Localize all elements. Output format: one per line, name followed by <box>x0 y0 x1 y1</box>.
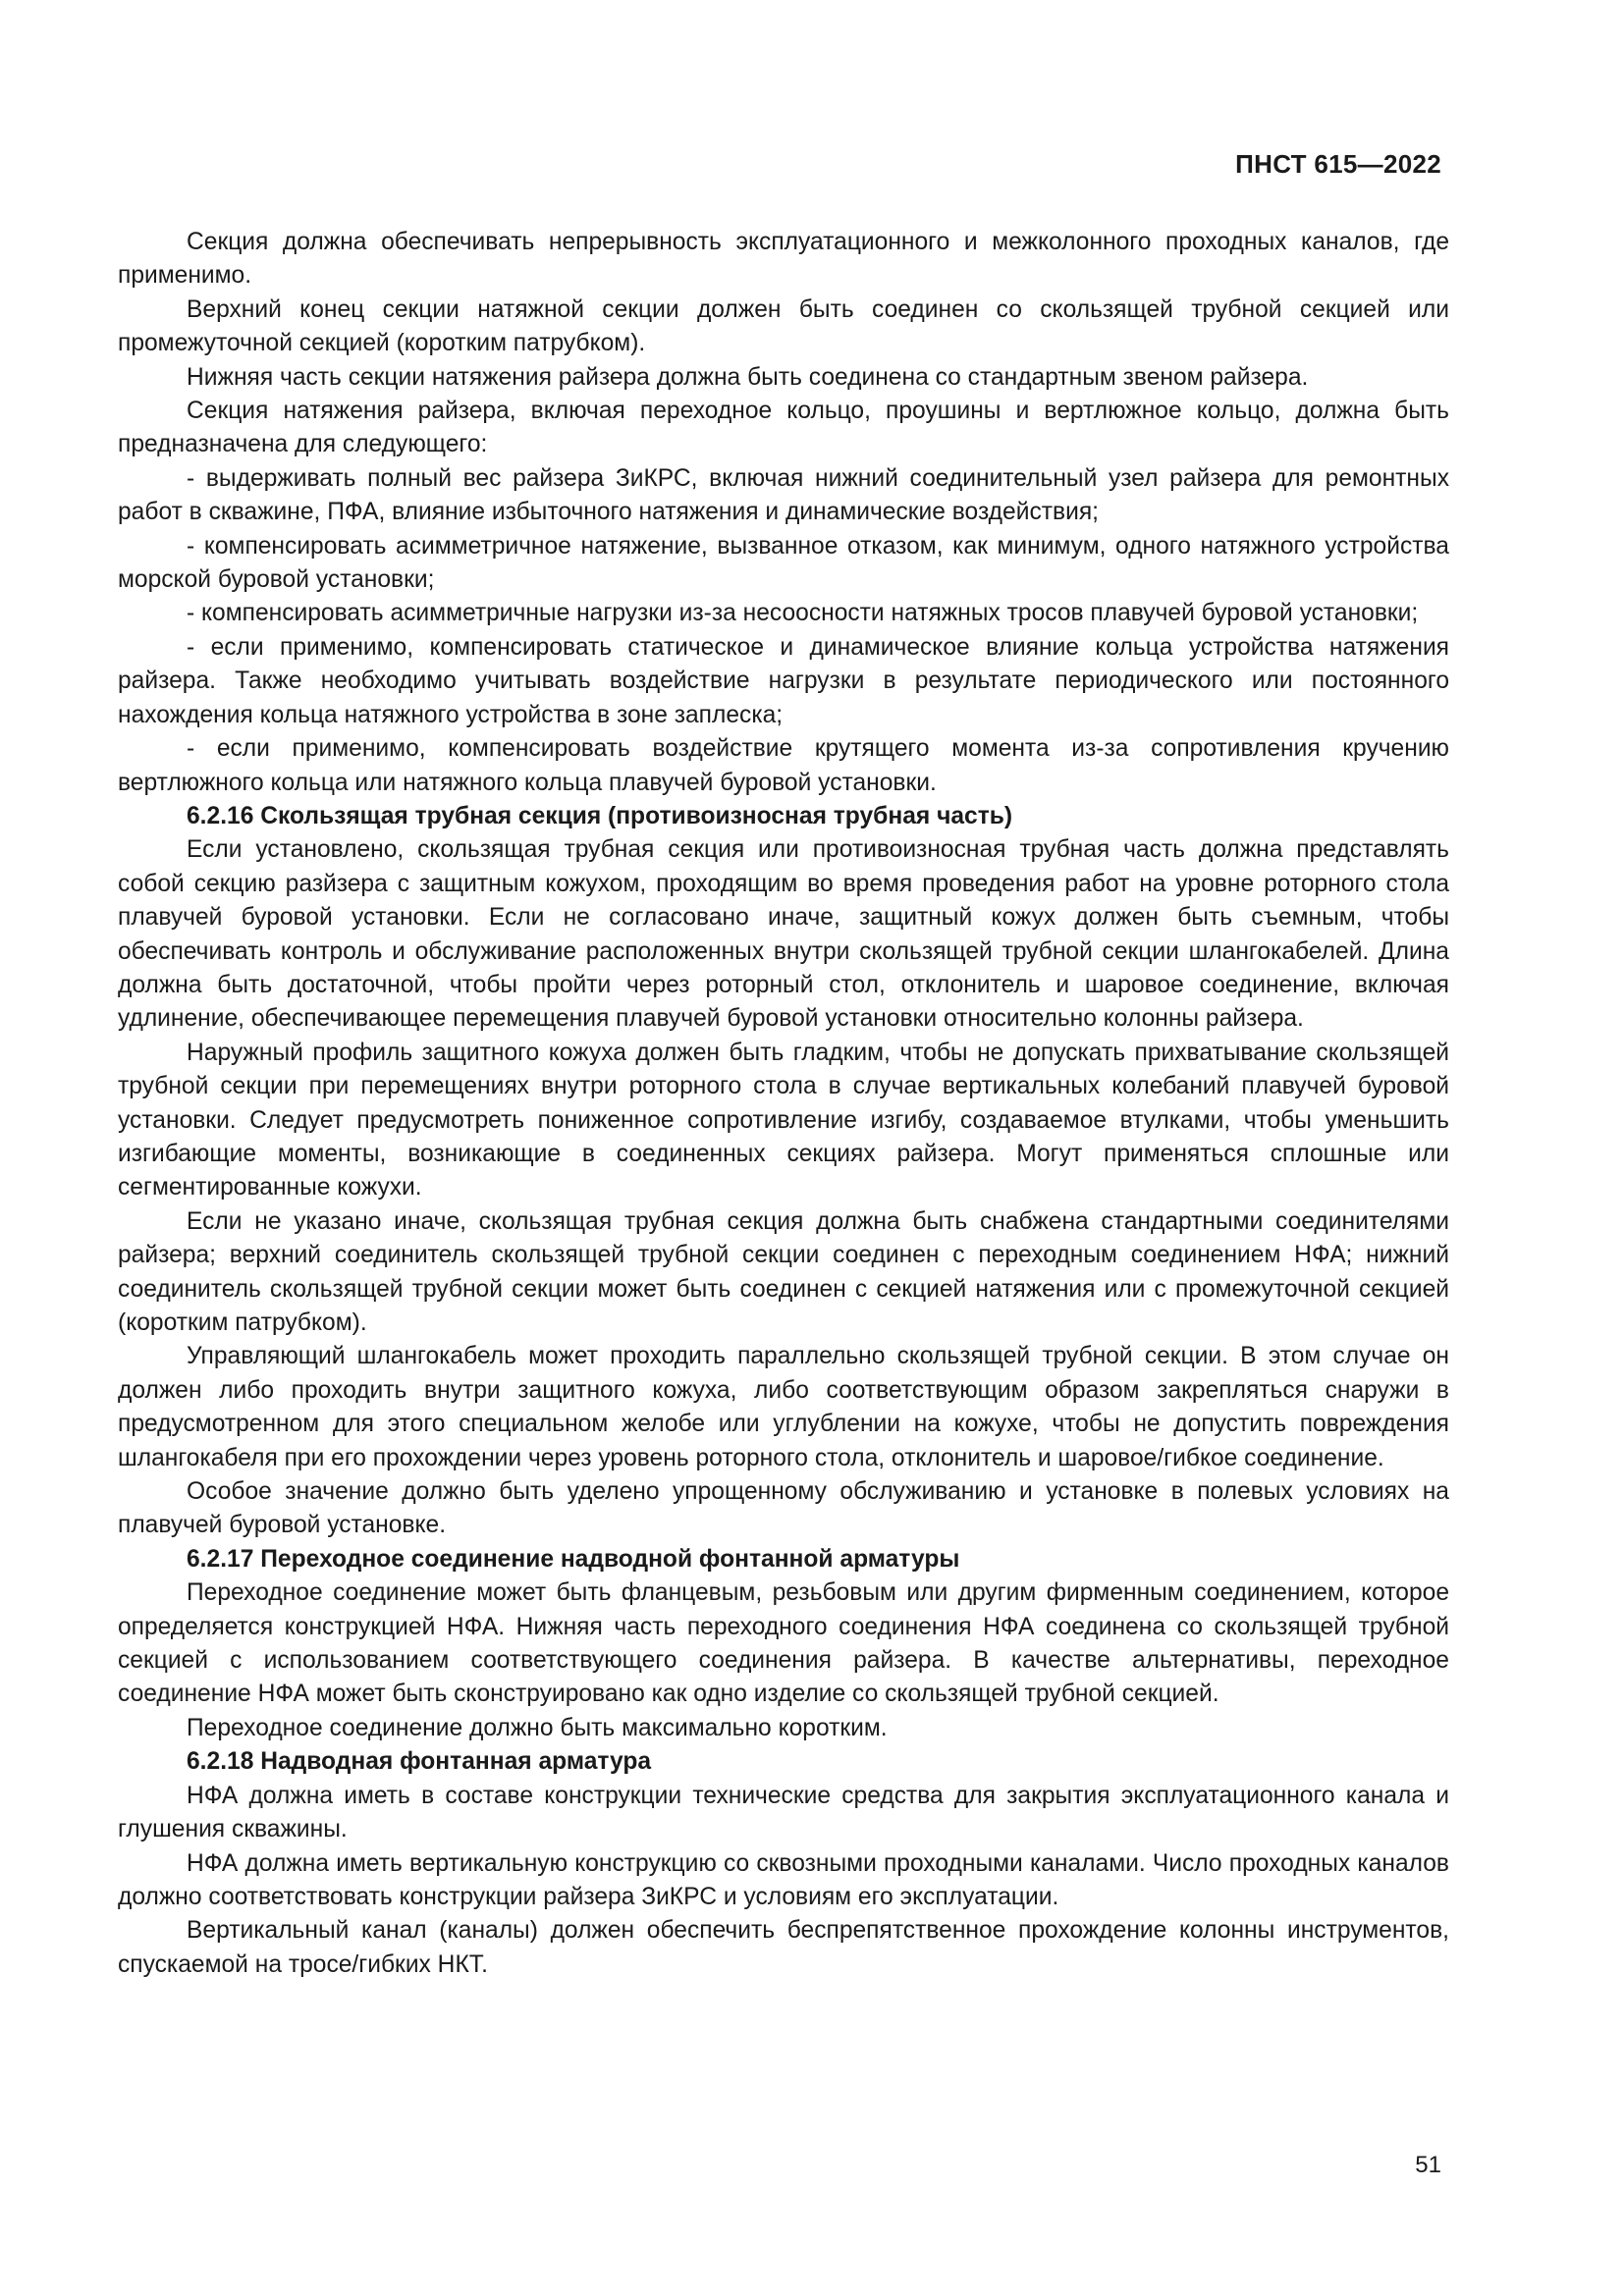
section-heading-6-2-18: 6.2.18 Надводная фонтанная арматура <box>187 1748 652 1776</box>
paragraph: Управляющий шлангокабель может проходить параллельно скользящей трубной секции. В этом случае он должен либо проходить внутри защитного кожуха, либо соответствующим образом закрепляться снаружи в предусмотренном для этого специальном желобе или углублении на кожухе, чтобы не допустить повреждения шлангокабеля при его прохождении через уровень роторного стола, отклонитель и шаровое/гибкое соединение. <box>118 1343 1449 1471</box>
paragraph: Наружный профиль защитного кожуха должен быть гладким, чтобы не допускать прихватывание скользящей трубной секции при перемещениях внутри роторного стола в случае вертикальных колебаний плавучей буровой установки. Следует предусмотреть пониженное сопротивление изгибу, создаваемое втулками, чтобы уменьшить изгибающие моменты, возникающие в соединенных секциях райзера. Могут применяться сплошные или сегментированные кожухи. <box>118 1039 1449 1201</box>
paragraph: Секция натяжения райзера, включая переходное кольцо, проушины и вертлюжное кольцо, должна быть предназначена для следующего: <box>118 398 1449 458</box>
paragraph: Переходное соединение должно быть максимально коротким. <box>187 1714 888 1741</box>
document-code: ПНСТ 615—2022 <box>1235 149 1441 179</box>
paragraph: Особое значение должно быть уделено упрощенному обслуживанию и установке в полевых условиях на плавучей буровой установке. <box>118 1478 1449 1539</box>
page-number: 51 <box>1415 2152 1441 2178</box>
section-heading-6-2-17: 6.2.17 Переходное соединение надводной фонтанной арматуры <box>187 1545 960 1573</box>
section-heading-6-2-16: 6.2.16 Скользящая трубная секция (противоизносная трубная часть) <box>187 802 1013 829</box>
paragraph: Если установлено, скользящая трубная секция или противоизносная трубная часть должна представлять собой секцию разйзера с защитным кожухом, проходящим во время проведения работ на уровне роторного стола плавучей буровой установки. Если не согласовано иначе, защитный кожух должен быть съемным, чтобы обеспечивать контроль и обслуживание расположенных внутри скользящей трубной секции шлангокабелей. Длина должна быть достаточной, чтобы пройти через роторный стол, отклонитель и шаровое соединение, включая удлинение, обеспечивающее перемещения плавучей буровой установки относительно колонны райзера. <box>118 836 1449 1033</box>
paragraph: Верхний конец секции натяжной секции должен быть соединен со скользящей трубной секцией или промежуточной секцией (коротким патрубком). <box>118 295 1449 357</box>
paragraph: Если не указано иначе, скользящая трубная секция должна быть снабжена стандартными соединителями райзера; верхний соединитель скользящей трубной секции соединен с переходным соединением НФА; нижний соединитель скользящей трубной секции может быть соединен с секцией натяжения или с промежуточной секцией (коротким патрубком). <box>118 1207 1449 1336</box>
document-body <box>118 226 1449 1982</box>
paragraph: Переходное соединение может быть фланцевым, резьбовым или другим фирменным соединением, которое определяется конструкцией НФА. Нижняя часть переходного соединения НФА соединена со скользящей трубной секцией с использованием соответствующего соединения райзера. В качестве альтернативы, переходное соединение НФА может быть сконструировано как одно изделие со скользящей трубной секцией. <box>118 1579 1449 1708</box>
paragraph: НФА должна иметь в составе конструкции технические средства для закрытия эксплуатационного канала и глушения скважины. <box>118 1782 1449 1843</box>
list-item: - выдерживать полный вес райзера ЗиКРС, включая нижний соединительный узел райзера для ремонтных работ в скважине, ПФА, влияние избыточного натяжения и динамические воздействия; <box>118 464 1449 526</box>
list-item: - если применимо, компенсировать воздействие крутящего момента из-за сопротивления кручению вертлюжного кольца или натяжного кольца плавучей буровой установки. <box>118 735 1449 796</box>
paragraph: Секция должна обеспечивать непрерывность эксплуатационного и межколонного проходных каналов, где применимо. <box>118 229 1449 290</box>
paragraph: НФА должна иметь вертикальную конструкцию со сквозными проходными каналами. Число проходных каналов должно соответствовать конструкции райзера ЗиКРС и условиям его эксплуатации. <box>118 1849 1449 1910</box>
list-item: - компенсировать асимметричные нагрузки из-за несоосности натяжных тросов плавучей буровой установки; <box>187 600 1419 627</box>
list-item: - если применимо, компенсировать статическое и динамическое влияние кольца устройства натяжения райзера. Также необходимо учитывать воздействие нагрузки в результате периодического или постоянного нахождения кольца натяжного устройства в зоне заплеска; <box>118 633 1449 728</box>
list-item: - компенсировать асимметричное натяжение, вызванное отказом, как минимум, одного натяжного устройства морской буровой установки; <box>118 532 1449 594</box>
paragraph: Нижняя часть секции натяжения райзера должна быть соединена со стандартным звеном райзера. <box>187 363 1309 391</box>
paragraph: Вертикальный канал (каналы) должен обеспечить беспрепятственное прохождение колонны инструментов, спускаемой на тросе/гибких НКТ. <box>118 1917 1449 1978</box>
